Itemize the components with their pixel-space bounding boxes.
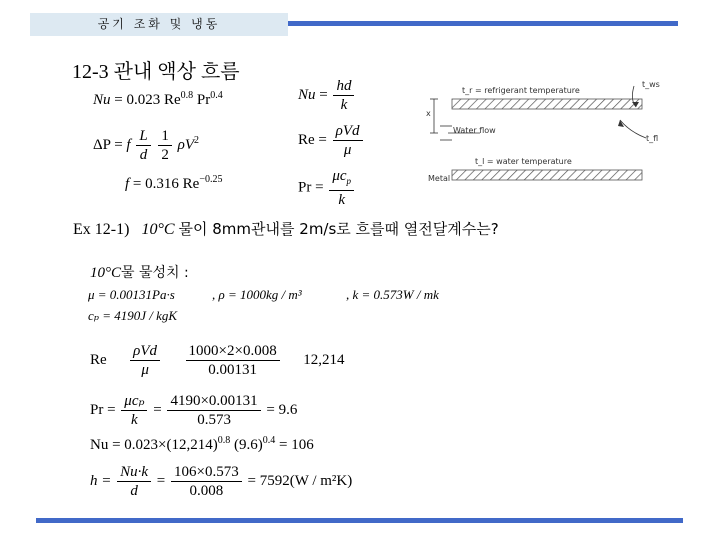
pipe-wall-bottom [452,170,642,180]
heat-transfer-coefficient-calculation: h = $\frac{Nu\cdot k}{d}$ = $\frac{106\times 0.573}{0.008}$ = 7592(W / m²K) [90,464,353,499]
water-flow-label: Water flow [453,126,496,135]
refrigerant-temperature-label: t_r = refrigerant temperature [462,86,580,95]
nusselt-correlation: Nu = 0.023 $Re^{0.8}$ $Pr^{0.4}$ [93,90,223,108]
svg-text:x: x [426,109,431,118]
tfl-label: t_fl [646,134,659,143]
section-title: 12-3 관내 액상 흐름 [72,61,240,83]
nusselt-calculation: $Nu = 0.023\times(12,214)^{0.8}$ $(9.6)^{0.4} = 106$ [90,435,314,453]
viscosity-value: μ = 0.00131Pa·s [88,287,175,302]
pressure-drop-formula: ΔP = f $\frac{L}{d}$ $\frac{1}{2}$ $\rho V^2$ [93,128,200,163]
density-value: , ρ = 1000kg / m³ [212,287,302,302]
reynolds-definition: Re = $\frac{\text{ρVd}}{\mu}$ [298,123,365,158]
pipe-flow-figure [420,80,670,190]
header-accent-bar [288,21,678,26]
header-text: 공기 조화 및 냉동 [97,17,221,31]
water-temperature-label: t_l = water temperature [475,157,572,166]
conductivity-value: , k = 0.573W / mk [346,287,439,302]
properties-title: 10°C물 물성치 : [90,265,189,281]
reynolds-calculation: Re $\frac{\text{ρVd}}{\mu}$ $\frac{1000\times 2\times 0.008}{0.00131}$ 12,214 [90,343,345,378]
prandtl-definition: Pr = $\frac{\mu c_p}{k}$ [298,168,356,208]
nusselt-definition: Nu = $\frac{hd}{k}$ [298,78,356,113]
friction-factor-formula: f = 0.316 $Re^{-0.25}$ [125,174,223,192]
tws-label: t_ws [642,80,660,89]
footer-accent-bar [36,518,683,523]
prandtl-calculation: Pr = $\frac{\text{μcₚ}}{k}$ = $\frac{4190\times 0.00131}{0.573}$ = 9.6 [90,393,298,428]
specific-heat-value: cₚ = 4190J / kgK [88,308,178,323]
pipe-wall-top [452,99,642,109]
metal-label: Metal [428,174,451,183]
example-statement: Ex 12-1) 10°C 물이 8mm관내를 2m/s로 흐를때 열전달계수는? [73,220,499,238]
